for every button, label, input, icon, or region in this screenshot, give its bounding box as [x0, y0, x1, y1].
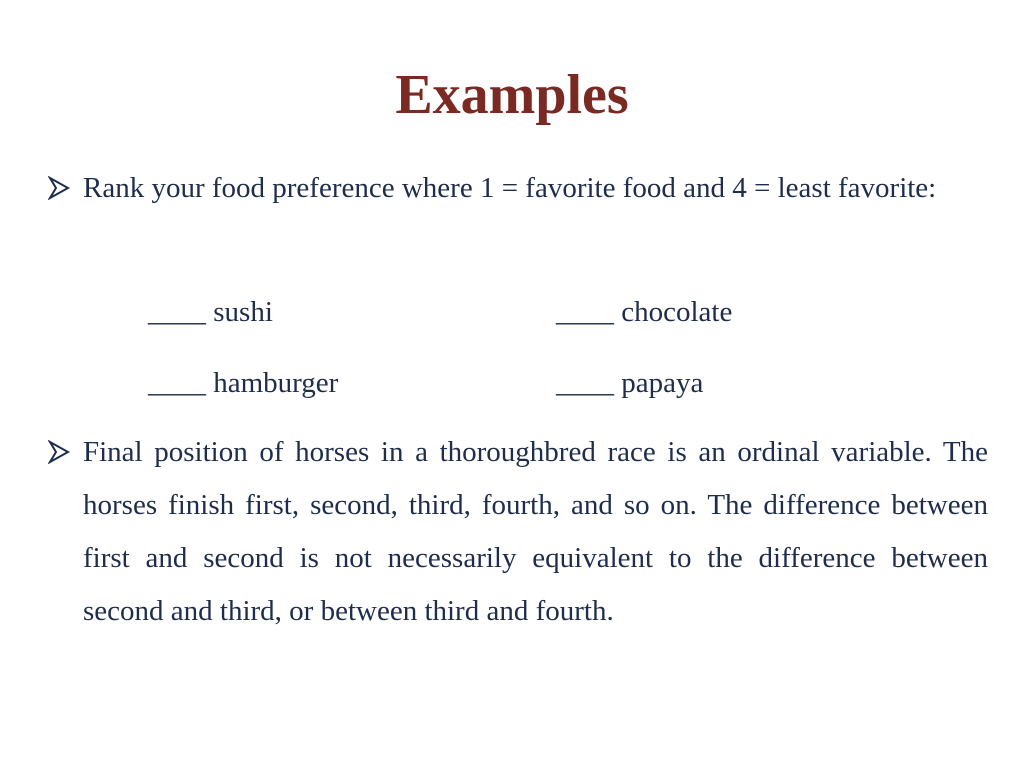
arrowhead-bullet-icon [48, 162, 74, 215]
bullet-item-food-ranking [48, 162, 988, 215]
bullet-text: Rank your food preference where 1 = favorite food and 4 = least favorite: [83, 172, 937, 204]
rank-blank: ____ [556, 296, 614, 328]
ranking-item-chocolate [556, 292, 732, 332]
rank-blank: ____ [148, 367, 206, 399]
arrowhead-bullet-icon [48, 426, 74, 479]
rank-blank: ____ [556, 367, 614, 399]
rank-label: sushi [213, 296, 273, 328]
rank-label: papaya [621, 367, 704, 399]
ranking-item-papaya [556, 363, 703, 403]
rank-label: hamburger [213, 367, 339, 399]
bullet-item-horse-race [48, 426, 988, 638]
slide-title: Examples [395, 64, 629, 126]
rank-label: chocolate [621, 296, 733, 328]
ranking-item-hamburger [148, 363, 338, 403]
rank-blank: ____ [148, 296, 206, 328]
bullet-text: Final position of horses in a thoroughbred race is an ordinal variable. The horses finish first, second, third, fourth, and so on. The difference between first and second is not necessarily equivalent to the difference between second and third, or between third and fourth. [83, 436, 988, 627]
ranking-item-sushi [148, 292, 273, 332]
